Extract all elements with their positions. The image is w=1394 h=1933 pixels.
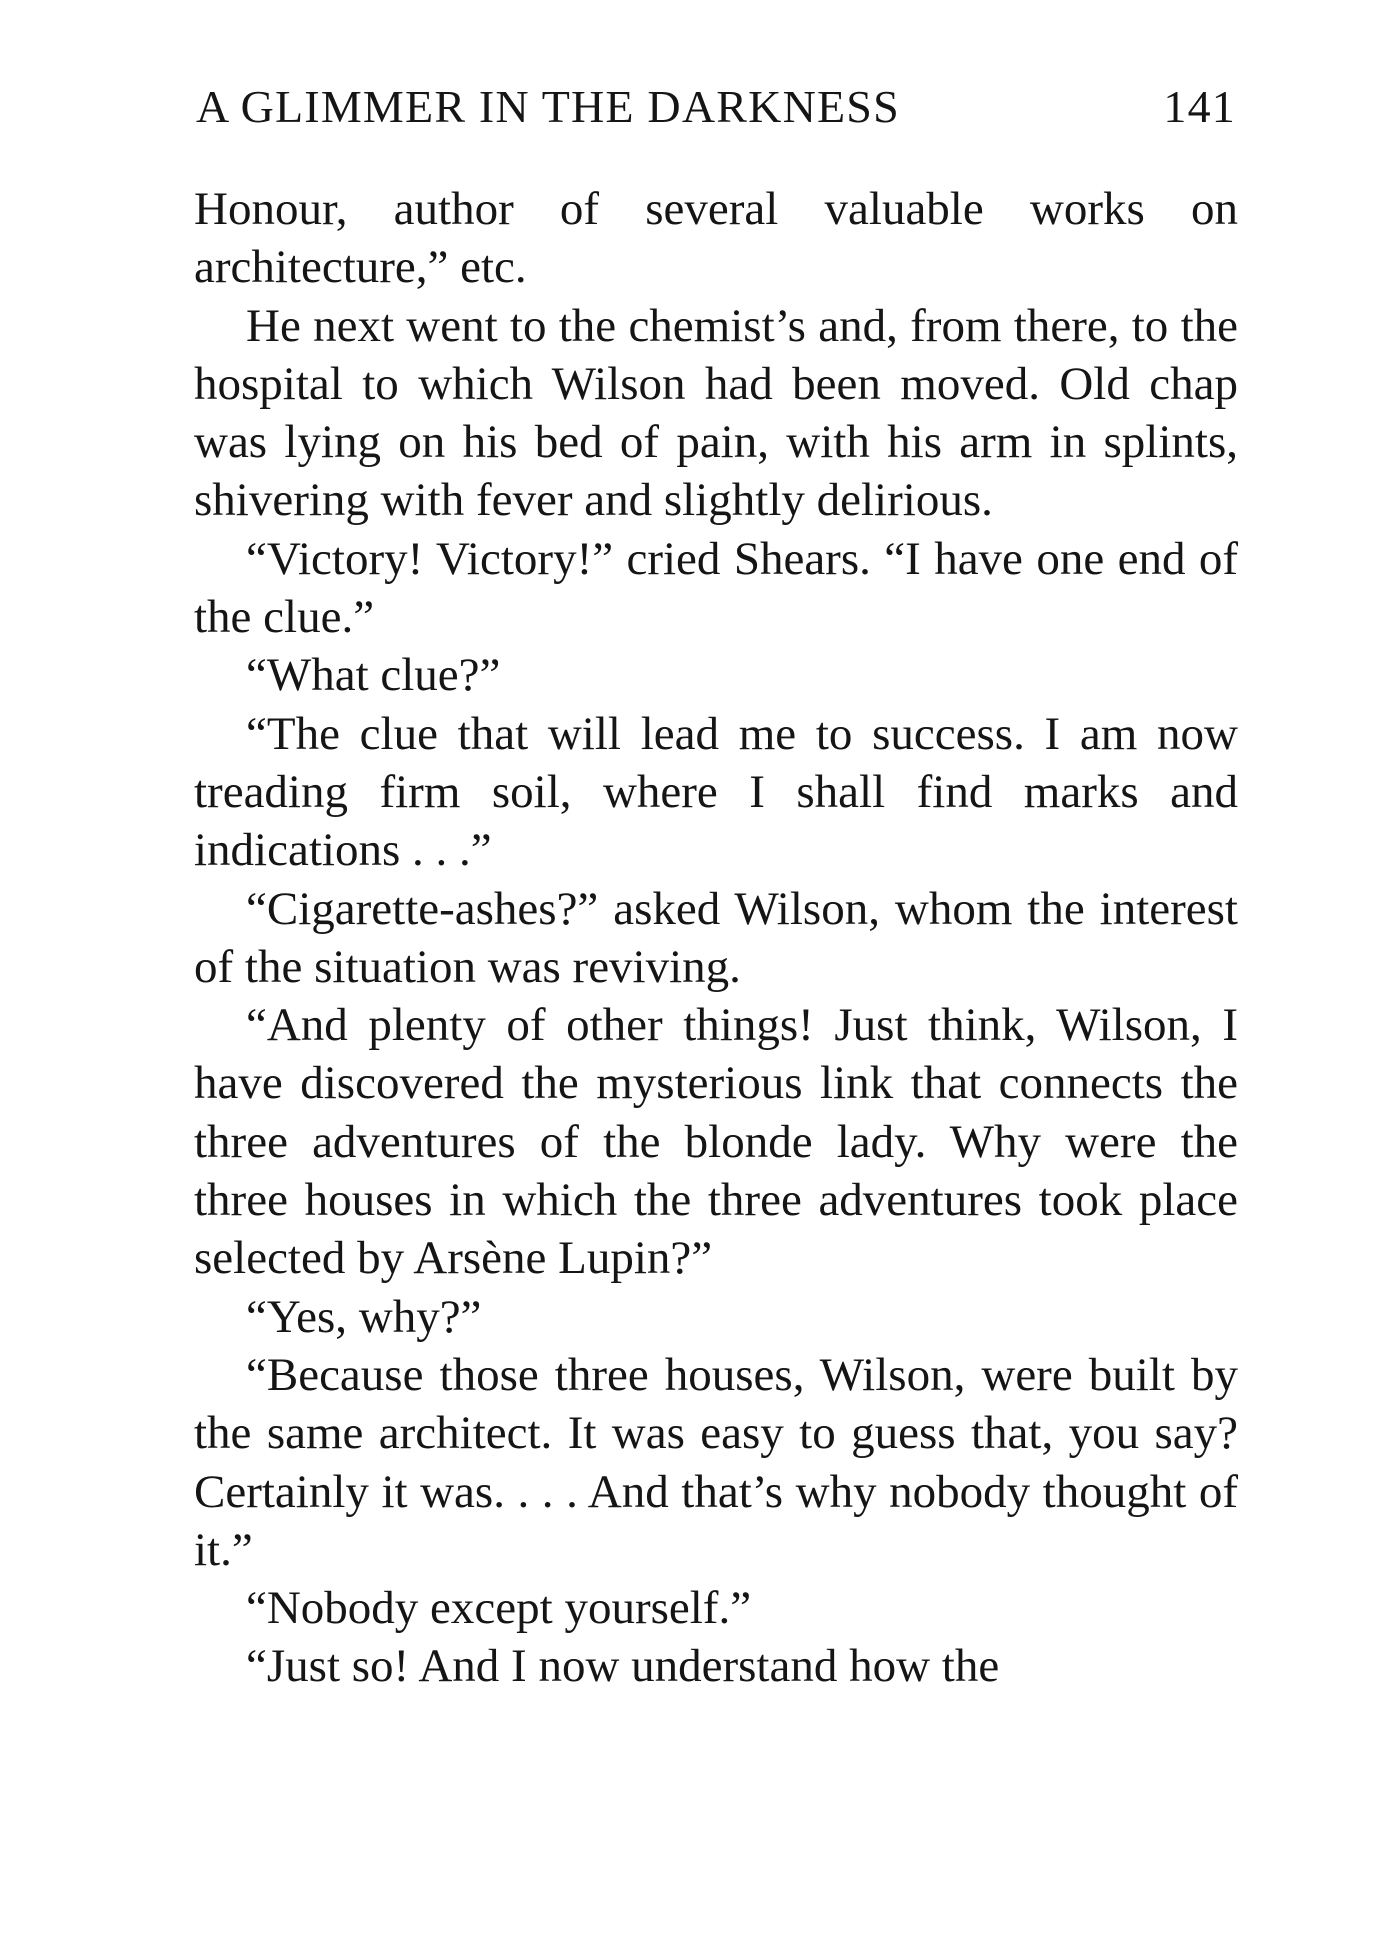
paragraph: Honour, author of several valuable works on architecture,” etc. bbox=[194, 183, 1238, 294]
paragraph: “The clue that will lead me to success. I am now treading firm soil, where I shall find marks and indications . . .” bbox=[194, 707, 1238, 877]
paragraph: “Cigarette-ashes?” asked Wilson, whom the interest of the situation was reviving. bbox=[194, 882, 1238, 993]
paragraph: “Because those three houses, Wilson, were built by the same architect. It was easy to guess that, you say? Certainly it was. . . . And that’s why nobody thought of it.” bbox=[194, 1348, 1238, 1576]
paragraph: “Victory! Victory!” cried Shears. “I have one end of the clue.” bbox=[194, 532, 1238, 644]
running-head bbox=[196, 80, 1236, 150]
paragraph: “What clue?” bbox=[246, 649, 501, 702]
paragraph: “Nobody except yourself.” bbox=[246, 1582, 752, 1635]
page-number: 141 bbox=[1163, 81, 1236, 132]
paragraph: “Yes, why?” bbox=[246, 1290, 482, 1343]
paragraph: He next went to the chemist’s and, from there, to the hospital to which Wilson had been moved. Old chap was lying on his bed of pain, with his arm in splints, shivering with fever and slightly delirious. bbox=[194, 299, 1238, 527]
paragraph: “And plenty of other things! Just think, Wilson, I have discovered the mysterious link that connects the three adventures of the blonde lady. Why were the three houses in which the three adventures took place selected by Arsène Lupin?” bbox=[194, 999, 1238, 1285]
chapter-title: A GLIMMER IN THE DARKNESS bbox=[196, 81, 900, 132]
paragraph: “Just so! And I now understand how the bbox=[246, 1640, 1000, 1693]
body-text bbox=[194, 180, 1238, 1696]
